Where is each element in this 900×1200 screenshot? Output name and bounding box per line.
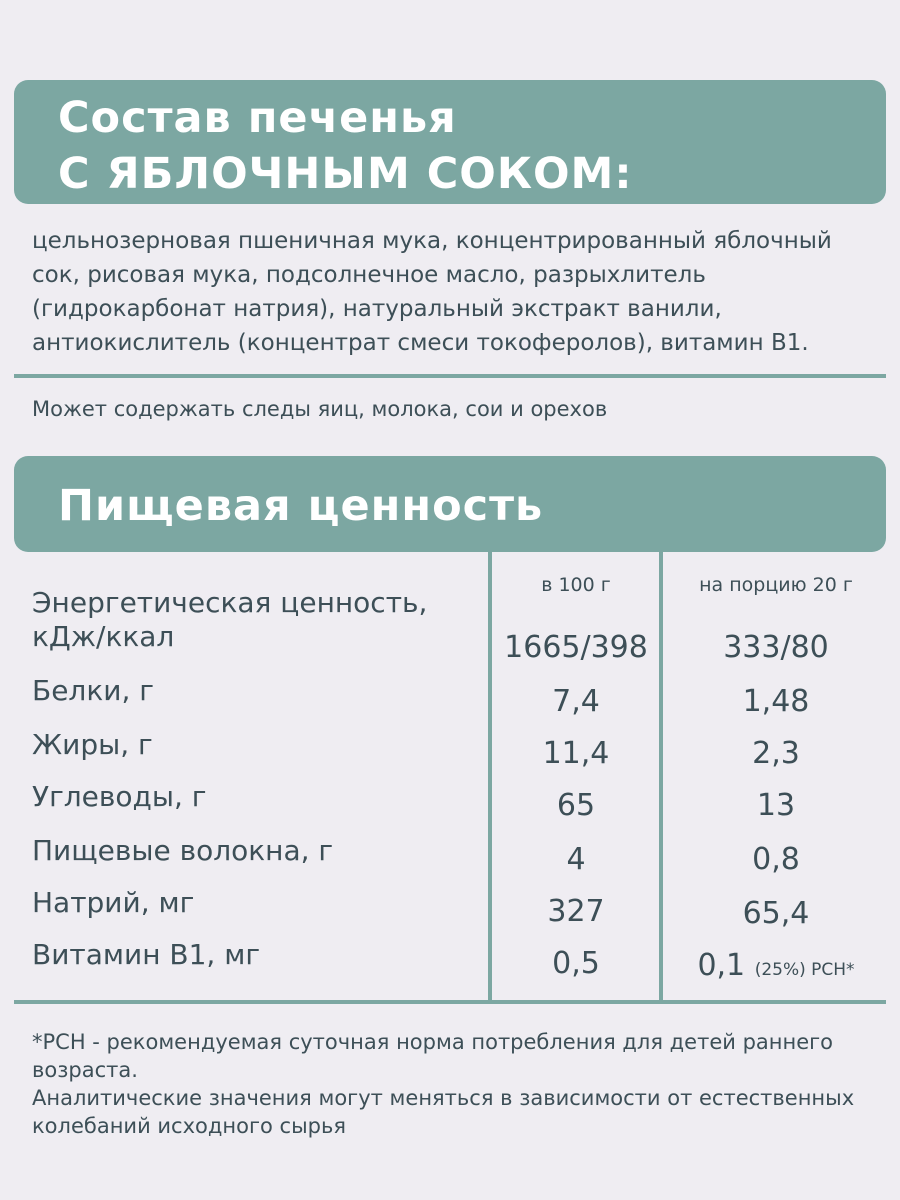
table-row-label: Энергетическая ценность, кДж/ккал	[32, 586, 428, 653]
table-cell-portion: 333/80	[723, 630, 829, 665]
table-cell-portion: 65,4	[742, 896, 810, 931]
table-column-divider	[659, 552, 663, 1002]
table-cell-portion: 13	[756, 788, 796, 823]
table-cell-per100: 65	[556, 788, 596, 823]
table-row-label: Пищевые волокна, г	[32, 834, 334, 867]
footnote	[32, 1028, 872, 1140]
table-cell-per100: 7,4	[552, 684, 600, 719]
table-row-label: Жиры, г	[32, 728, 153, 761]
ingredients-text: цельнозерновая пшеничная мука, концентрированный яблочный сок, рисовая мука, подсолнечное масло, разрыхлитель (гидрокарбонат натрия), натуральный экстракт ванили, антиокислитель (концентрат смеси токоферолов), витамин В1.	[32, 228, 832, 356]
table-cell-per100: 0,5	[552, 946, 600, 981]
table-cell-per100: 327	[547, 894, 605, 929]
table-cell-per100: 11,4	[542, 736, 610, 771]
nutrition-title: Пищевая ценность	[58, 481, 544, 531]
column-header-100g: в 100 г	[541, 574, 611, 596]
portion-value: 0,1	[697, 948, 746, 983]
table-row-label: Углеводы, г	[32, 780, 207, 813]
table-cell-portion: 0,8	[752, 842, 800, 877]
divider	[14, 1000, 886, 1004]
divider	[14, 374, 886, 378]
rsn-note: (25%) РСН*	[754, 960, 855, 980]
table-row-label: Белки, г	[32, 674, 154, 707]
nutrition-title-banner	[14, 456, 886, 552]
allergens-note: Может содержать следы яиц, молока, сои и орехов	[32, 397, 608, 421]
table-cell-per100: 1665/398	[504, 630, 648, 665]
table-cell-per100: 4	[566, 842, 586, 877]
composition-title-line1: Состав печенья	[58, 93, 457, 143]
table-cell-portion: 2,3	[752, 736, 800, 771]
footnote-rsn: *РСН - рекомендуемая суточная норма потребления для детей раннего возраста.	[32, 1030, 834, 1082]
composition-title-line2: С ЯБЛОЧНЫМ СОКОМ:	[58, 149, 633, 199]
table-cell-portion	[666, 948, 886, 988]
composition-title-banner	[14, 80, 886, 204]
table-row-label: Витамин В1, мг	[32, 938, 261, 971]
table-cell-portion: 1,48	[742, 684, 810, 719]
column-header-portion: на порцию 20 г	[699, 574, 853, 596]
table-column-divider	[488, 552, 492, 1002]
table-row-label: Натрий, мг	[32, 886, 195, 919]
footnote-analytic: Аналитические значения могут меняться в зависимости от естественных колебаний исходного сырья	[32, 1086, 855, 1138]
